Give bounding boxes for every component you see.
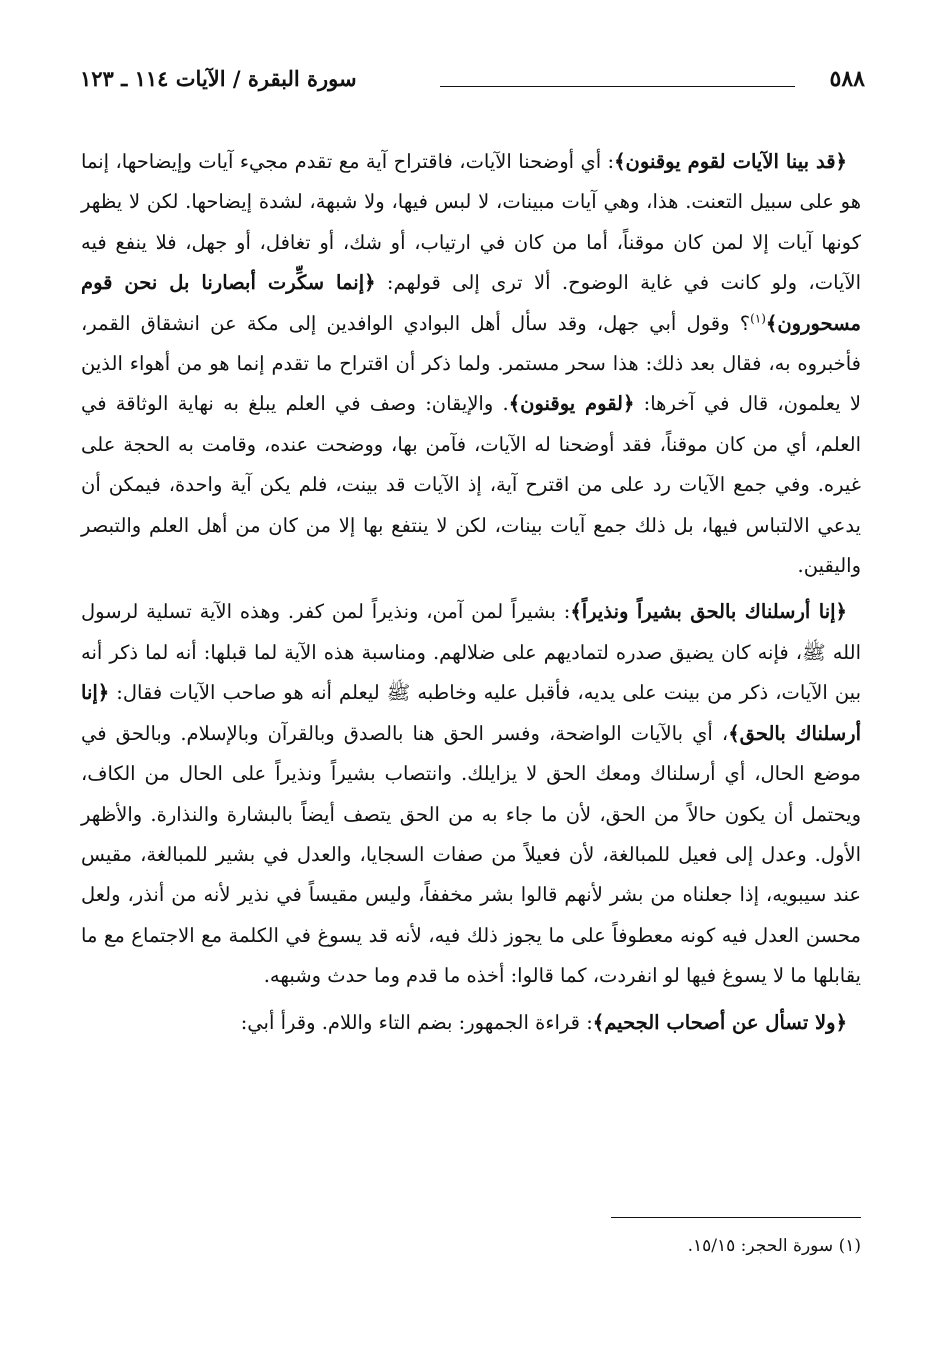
header-rule (440, 86, 795, 87)
quran-quote: ﴿إنا أرسلناك بالحق بشيراً ونذيراً﴾ (570, 600, 847, 624)
paragraph-text: : أي أوضحنا الآيات، فاقتراح آية مع تقدم مجيء آيات وإيضاحها، إنما هو على سبيل التعنت. هذا، وهي آيات مبينات، لا لبس فيها، ولا شبهة، لشدة إيضاحها. لكن لا يظهر كونها آيات إلا لمن كان موقناً، أما من كان في ارتياب، أو شك، أو تغافل، أو جهل، فلا ينفع فيه الآيات، ولو كانت في غاية الوضوح. ألا ترى إلى قولهم: (81, 150, 861, 295)
paragraph-text: ؟ وقول أبي جهل، وقد سأل أهل البوادي الوافدين إلى مكة عن انشقاق القمر، فأخبروه به، فقال بعد ذلك: هذا سحر مستمر. ولما ذكر أن اقتراح ما تقدم إنما هو من أهواء الذين لا يعلمون، قال في آخرها: (81, 311, 861, 416)
paragraph-3 (81, 1003, 861, 1043)
paragraph-text: : بشيراً لمن آمن، ونذيراً لمن كفر. وهذه الآية تسلية لرسول الله ﷺ، فإنه كان يضيق صدره لتماديهم على ضلالهم. ومناسبة هذه الآية لما قبلها: أنه لما ذكر أنه بين الآيات، ذكر من بينت على يديه، فأقبل عليه وخاطبه ﷺ ليعلم أنه هو صاحب الآيات فقال: (81, 600, 861, 705)
quran-quote: ﴿ولا تسأل عن أصحاب الجحيم﴾ (592, 1010, 847, 1034)
quran-quote: ﴿إنما سكِّرت أبصارنا بل نحن قوم مسحورون﴾ (81, 271, 861, 335)
paragraph-text: : قراءة الجمهور: بضم التاء واللام. وقرأ أبي: (240, 1010, 593, 1034)
paragraph-2 (81, 592, 861, 996)
header-title: سورة البقرة / الآيات ١١٤ ـ ١٢٣ (80, 66, 357, 91)
footnote-rule (611, 1217, 861, 1218)
quran-quote: ﴿إنا أرسلناك بالحق﴾ (81, 681, 862, 745)
paragraph-text: ، أي بالآيات الواضحة، وفسر الحق هنا بالصدق وبالقرآن وبالإسلام. وبالحق في موضع الحال، أي أرسلناك ومعك الحق لا يزايلك. وانتصاب بشيراً ونذيراً على الحال من الكاف، ويحتمل أن يكون حالاً من الحق، لأن ما جاء به من الحق يتصف أيضاً بالبشارة والنذارة. والأظهر الأول. وعدل إلى فعيل للمبالغة، لأن فعيلاً من صفات السجايا، والعدل في بشير للمبالغة، مقيس عند سيبويه، إذا جعلناه من بشر لأنهم قالوا بشر مخففاً، وليس مقيساً في نذير لأنه من أنذر، ولعل محسن العدل فيه كونه معطوفاً على ما يجوز ذلك فيه، لأنه قد يسوغ في الكلمة مع الاجتماع مع ما يقابلها ما لا يسوغ فيها لو انفردت، كما قالوا: أخذه ما قدم وما حدث وشبهه. (81, 721, 861, 988)
body-text (81, 142, 861, 1049)
paragraph-1 (81, 142, 861, 586)
footnote-reference[interactable]: (١) (750, 311, 766, 326)
quran-quote: ﴿قد بينا الآيات لقوم يوقنون﴾ (614, 150, 847, 173)
footnote: (١) سورة الحجر: ١٥/١٥. (687, 1236, 861, 1256)
quran-quote: ﴿لقوم يوقنون﴾ (508, 392, 635, 416)
paragraph-text: . والإيقان: وصف في العلم يبلغ به نهاية الوثاقة في العلم، أي من كان موقناً، فقد أوضحنا له الآيات، فآمن بها، ووضحت عنده، وقامت به الحجة على غيره. وفي جمع الآيات رد على من اقترح آية، إذ الآيات قد بينت، فلم يكن آية واحدة، فيمكن أن يدعي الالتباس فيها، بل ذلك جمع آيات بينات، لكن لا ينتفع بها إلا من كان من أهل العلم والتبصر واليقين. (81, 392, 861, 578)
page-number: ٥٨٨ (829, 66, 865, 92)
running-header (80, 64, 865, 98)
